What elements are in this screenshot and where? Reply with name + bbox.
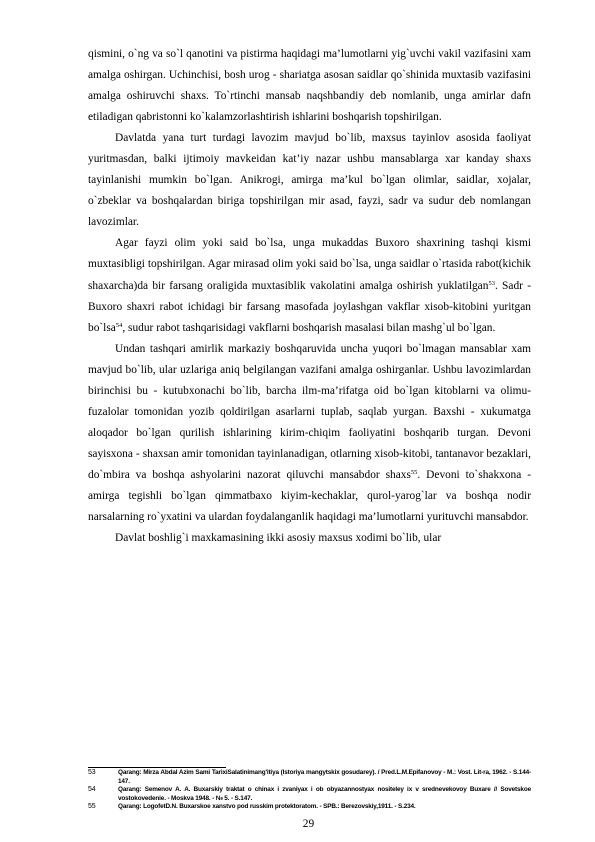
main-text bbox=[88, 44, 531, 549]
paragraph-text: . Sadr - Buxoro shaxri rabot ichidagi bir farsang masofada joylashgan vakflar xisob-kitobini yuritgan bo`lsa bbox=[88, 279, 531, 334]
footnote-ref[interactable]: 55 bbox=[410, 468, 418, 476]
footnotes bbox=[88, 769, 531, 812]
paragraph bbox=[88, 128, 531, 233]
paragraph-text: Undan tashqari amirlik markaziy boshqaruvida uncha yuqori bo`lmagan mansablar xam mavjud bo`lib, ular uzlariga aniq belgilangan vazifani amalga oshirganlar. Ushbu lavozimlardan birinchisi bu - kutubxonachi bo`lib, barcha ilm-ma’rifatga oid bo`lgan kitoblarni va olimu-fuzalolar tomonidan yozib qoldirilgan asarlarni tuplab, saqlab yurgan. Baxshi - xukumatga aloqador bo`lgan qurilish ishlarining kirim-chiqim faoliyatini boshqarib turgan. Devoni sayisxona - shaxsan amir tomonidan tayinlanadigan, otlarning xisob-kitobi, tantanavor bezaklari, do`mbira va boshqa ashyolarini nazorat qiluvchi mansabdor shaxs bbox=[88, 342, 531, 481]
footnote-text: Qarang: Semenov A. A. Buxarskiy traktat o chinax i zvaniyax i ob obyazannostyax nositeley ix v srednevekovoy Buxare // Sovetskoe vostokovedenie. - Moskva 1948. - № 5. - S.147. bbox=[118, 786, 531, 802]
footnote-text: Qarang: Mirza Abdal Azim Sami TarixiSalatinimang'itiya (Istoriya mangytskix gosudarey). / Pred.L.M.Epifanovoy - M.: Vost. Lit-ra, 1962. - S.144-147. bbox=[118, 769, 531, 785]
footnote-text: Qarang: LogofetD.N. Buxarskoe xanstvo pod russkim protektoratom. - SPB.: Berezovskiy,1911. - S.234. bbox=[118, 803, 416, 811]
footnote bbox=[88, 803, 531, 812]
paragraph bbox=[88, 44, 531, 128]
paragraph-text: Agar fayzi olim yoki said bo`lsa, unga mukaddas Buxoro shaxrining tashqi kismi muxtasibligi topshirilgan. Agar mirasad olim yoki said bo`lsa, unga saidlar o`rtasida rabot(kichik shaxarcha)da bir farsang oraligida muxtasiblik vakolatini amalga oshirish yuklatilgan bbox=[88, 237, 531, 292]
paragraph-text: qismini, o`ng va so`l qanotini va pistirma haqidagi ma’lumotlarni yig`uvchi vakil vazifasini xam amalga oshirgan. Uchinchisi, bosh urog - shariatga asosan saidlar qo`shinida muxtasib vazifasini amalga oshiruvchi shaxs. To`rtinchi mansab naqshbandiy deb nomlanib, unga amirlar dafn etiladigan qabristonni ko`kalamzorlashtirish ishlarini boshqarish topshirilgan. bbox=[88, 48, 531, 124]
footnote-ref[interactable]: 54 bbox=[115, 321, 123, 329]
footnote-separator bbox=[88, 767, 226, 768]
paragraph bbox=[88, 528, 531, 549]
paragraph-text: Davlatda yana turt turdagi lavozim mavjud bo`lib, maxsus tayinlov asosida faoliyat yuritmasdan, balki ijtimoiy mavkeidan kat’iy nazar ushbu mansablarga xar kanday shaxs tayinlanishi mumkin bo`lgan. Anikrogi, amirga ma’kul bo`lgan olimlar, saidlar, xojalar, o`zbeklar va boshqalardan biriga topshirilgan mir asad, fayzi, sadr va sudur deb nomlangan lavozimlar. bbox=[88, 132, 531, 229]
footnote-number: 55 bbox=[88, 803, 96, 811]
footnote-ref[interactable]: 53 bbox=[488, 279, 495, 287]
paragraph bbox=[88, 339, 531, 528]
footnote-number: 53 bbox=[88, 769, 96, 776]
paragraph-text: , sudur rabot tashqarisidagi vakflarni boshqarish masalasi bilan mashg`ul bo`lgan. bbox=[122, 321, 496, 334]
footnote bbox=[88, 786, 531, 803]
paragraph bbox=[88, 233, 531, 338]
paragraph-text: Davlat boshlig`i maxkamasining ikki asosiy maxsus xodimi bo`lib, ular bbox=[115, 532, 442, 545]
paragraph-text: . Devoni to`shakxona - amirga tegishli bo`lgan qimmatbaxo kiyim-kechaklar, qurol-yarog`lar va boshqa nodir narsalarning ro`yxatini va ulardan foydalanganlik haqidagi ma’lumotlarni yurituvchi mansabdor. bbox=[88, 468, 531, 524]
footnote-number: 54 bbox=[88, 786, 96, 794]
page-number: 29 bbox=[302, 818, 315, 830]
footnote bbox=[88, 769, 531, 786]
